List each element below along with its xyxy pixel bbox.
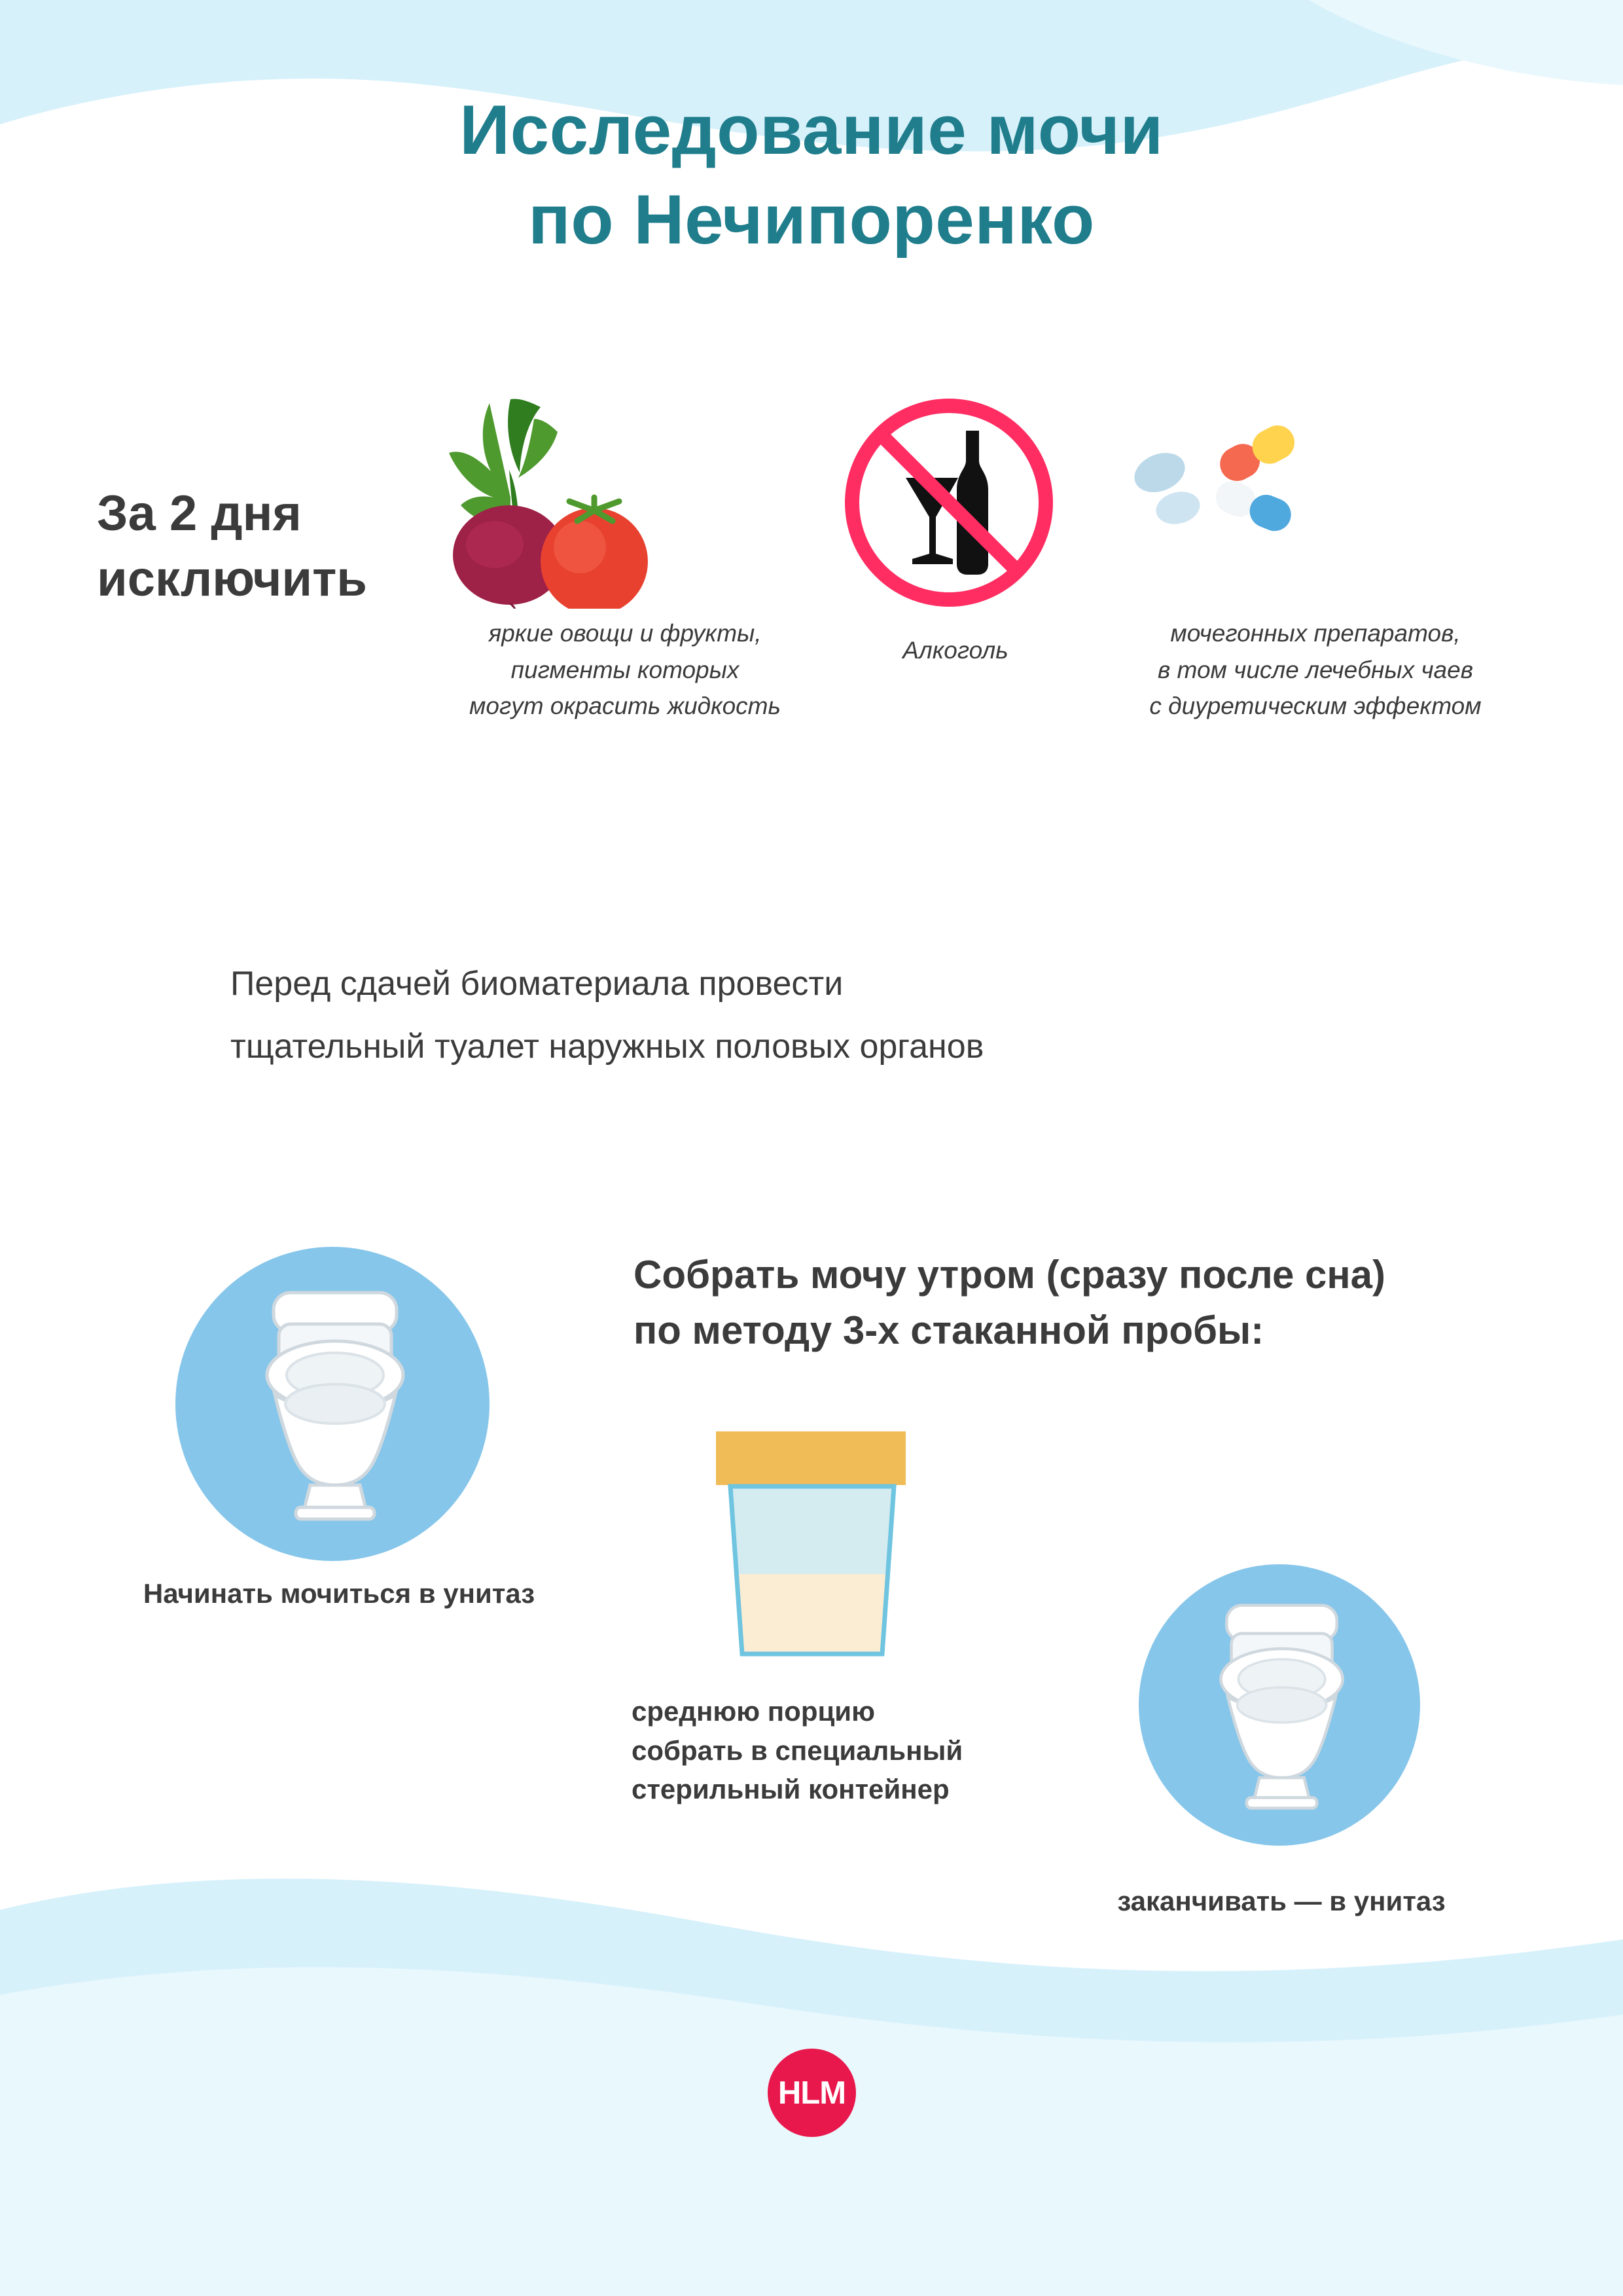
collection-start-caption: Начинать мочиться в унитаз [143,1578,535,1609]
caption-line: стерильный контейнер [632,1774,950,1805]
urine-container-icon [694,1424,942,1672]
caption-line: пигменты которых [510,656,740,683]
hygiene-note-line-2: тщательный туалет наружных половых органов [230,1028,984,1066]
caption-line: среднюю порцию [632,1696,875,1727]
exclude-item-alcohol-caption [838,632,1073,669]
collection-heading-line-1: Собрать мочу утром (сразу после сна) [633,1253,1385,1297]
footer-logo [768,2049,856,2137]
exclude-item-alcohol [838,393,1073,669]
caption-line: в том числе лечебных чаев [1157,656,1474,683]
hygiene-note-line-1: Перед сдачей биоматериала провести [230,965,844,1003]
toilet-icon-end [1139,1564,1420,1846]
caption-line: мочегонных препаратов, [1170,620,1461,647]
pills-icon [1086,393,1544,609]
collection-heading [633,1247,1582,1358]
exclude-item-vegetables-caption [412,615,838,725]
exclude-item-diuretics-caption [1086,615,1544,725]
footer-logo-text: HLM [777,2075,846,2111]
exclude-label-line-2: исключить [97,551,368,607]
exclude-label-line-1: За 2 дня [97,486,302,541]
exclude-item-diuretics [1086,393,1544,725]
collection-middle-caption [632,1692,1050,1809]
toilet-icon-start [175,1247,490,1561]
collection-end-caption: заканчивать — в унитаз [1117,1886,1446,1916]
caption-line: собрать в специальный [632,1734,963,1766]
no-alcohol-icon [838,393,1073,609]
collection-heading-line-2: по методу 3-х стаканной пробы: [633,1308,1264,1353]
caption-line: с диуретическим эффектом [1149,692,1482,719]
page-title-line-2: по Нечипоренко [528,179,1095,259]
caption-line: яркие овощи и фрукты, [488,620,762,647]
decorative-wave-bottom [0,1799,1623,2296]
beet-and-tomato-icon [412,393,838,609]
page-title-line-1: Исследование мочи [459,90,1164,169]
caption-line: Алкоголь [902,637,1008,664]
caption-line: могут окрасить жидкость [469,692,781,719]
exclude-item-vegetables [412,393,838,725]
hygiene-note [230,952,1343,1078]
page-title [0,85,1623,264]
